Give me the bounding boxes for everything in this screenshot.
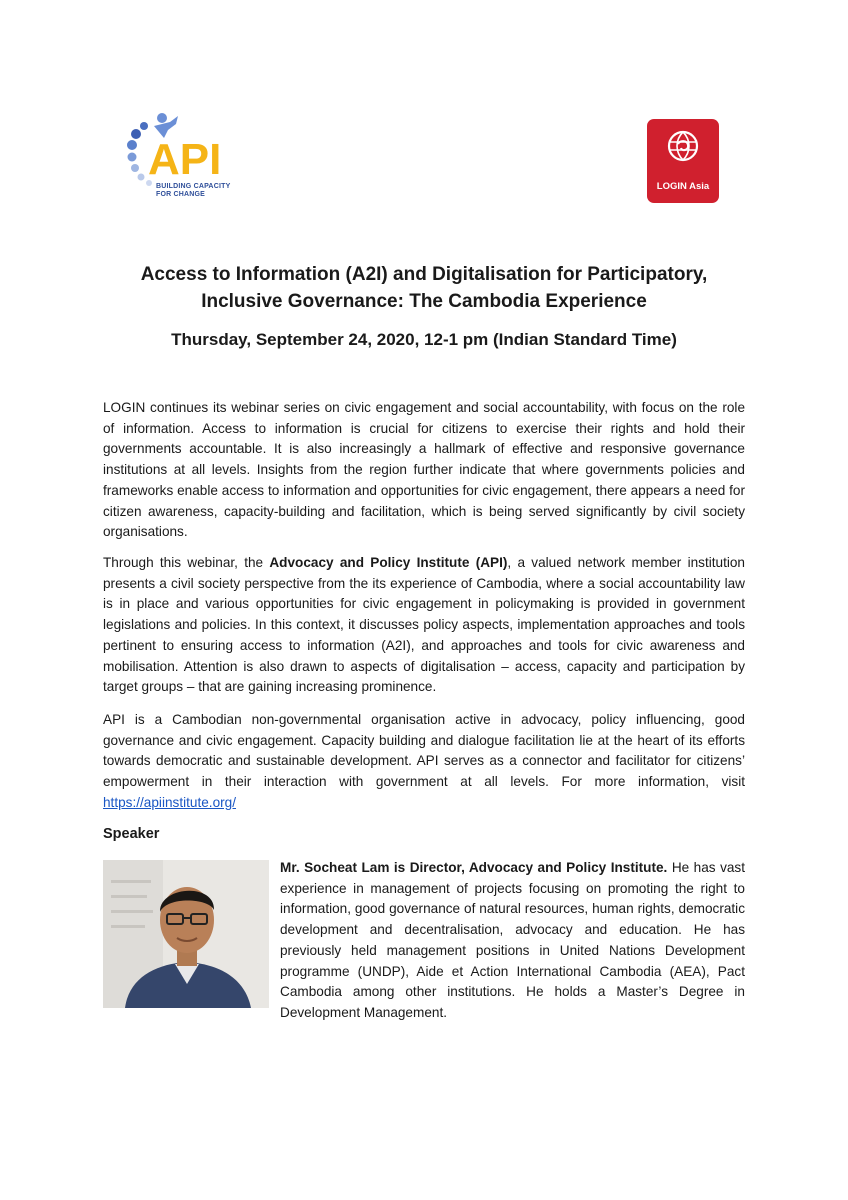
webinar-paragraph bbox=[103, 553, 745, 698]
speaker-photo bbox=[103, 860, 269, 1008]
globe-icon bbox=[667, 130, 699, 162]
api-name-bold: Advocacy and Policy Institute (API) bbox=[269, 555, 508, 570]
api-paragraph bbox=[103, 710, 745, 814]
login-asia-caption: LOGIN Asia bbox=[656, 181, 710, 192]
webinar-paragraph-intro: Through this webinar, the bbox=[103, 555, 270, 570]
api-tagline-line1: BUILDING CAPACITY bbox=[156, 183, 231, 190]
api-paragraph-text: API is a Cambodian non-governmental organisation active in advocacy, policy influencing, good governance and civic engagement. Capacity building and dialogue facilitation lie at the heart of its efforts towards democratic and sustainable development. API serves as a connector and facilitator for citizens’ empowerment in their interaction with government at all levels. For more information, visit bbox=[103, 712, 745, 790]
api-website-link[interactable]: https://apiinstitute.org/ bbox=[103, 794, 236, 810]
api-tagline-line2: FOR CHANGE bbox=[156, 191, 206, 198]
speaker-bio-text: He has vast experience in management of projects focusing on promoting the right to information, good governance of natural resources, human rights, democratic development and decentralisation, advocacy and education. He has previously held management positions in United Nations Development programme (UNDP), Aide et Action International Cambodia (AEA), Pact Cambodia among other institutions. He holds a Master’s Degree in Development Management. bbox=[280, 860, 745, 1020]
api-tagline bbox=[156, 183, 230, 199]
title-line-1: Access to Information (A2I) and Digitalisation for Participatory, bbox=[140, 264, 708, 285]
webinar-paragraph-body: , a valued network member institution presents a civil society perspective from the its experience of Cambodia, where a social accountability law is in place and various opportunities for civic engagement in policymaking is provided in government legislations and policies. In this context, it discusses policy aspects, implementation approaches and tools pertinent to ensuring access to information (A2I), and approaches and tools for civic awareness and mobilisation. Attention is also drawn to aspects of digitalisation – access, capacity and participation by target groups – that are gaining increasing prominence. bbox=[103, 555, 745, 695]
login-asia-logo bbox=[647, 119, 719, 203]
document-title bbox=[60, 261, 788, 315]
svg-text:API: API bbox=[148, 135, 222, 184]
speaker-bio bbox=[280, 858, 745, 1024]
event-date: Thursday, September 24, 2020, 12-1 pm (Indian Standard Time) bbox=[171, 330, 677, 349]
intro-paragraph: LOGIN continues its webinar series on civic engagement and social accountability, with focus on the role of information. Access to information is crucial for citizens to exercise their rights and hold their governments accountable. It is also increasingly a hallmark of effective and responsive governance institutions at all levels. Insights from the region further indicate that where governments policies and frameworks enable access to information and opportunities for civic engagement, there appears a need for citizen awareness, capacity-building and facilitation, which is being served significantly by civil society organisations. bbox=[103, 400, 745, 540]
speaker-heading: Speaker bbox=[103, 826, 160, 842]
title-line-2: Inclusive Governance: The Cambodia Experience bbox=[201, 291, 647, 312]
speaker-name-title: Mr. Socheat Lam is Director, Advocacy and Policy Institute. bbox=[280, 860, 668, 875]
